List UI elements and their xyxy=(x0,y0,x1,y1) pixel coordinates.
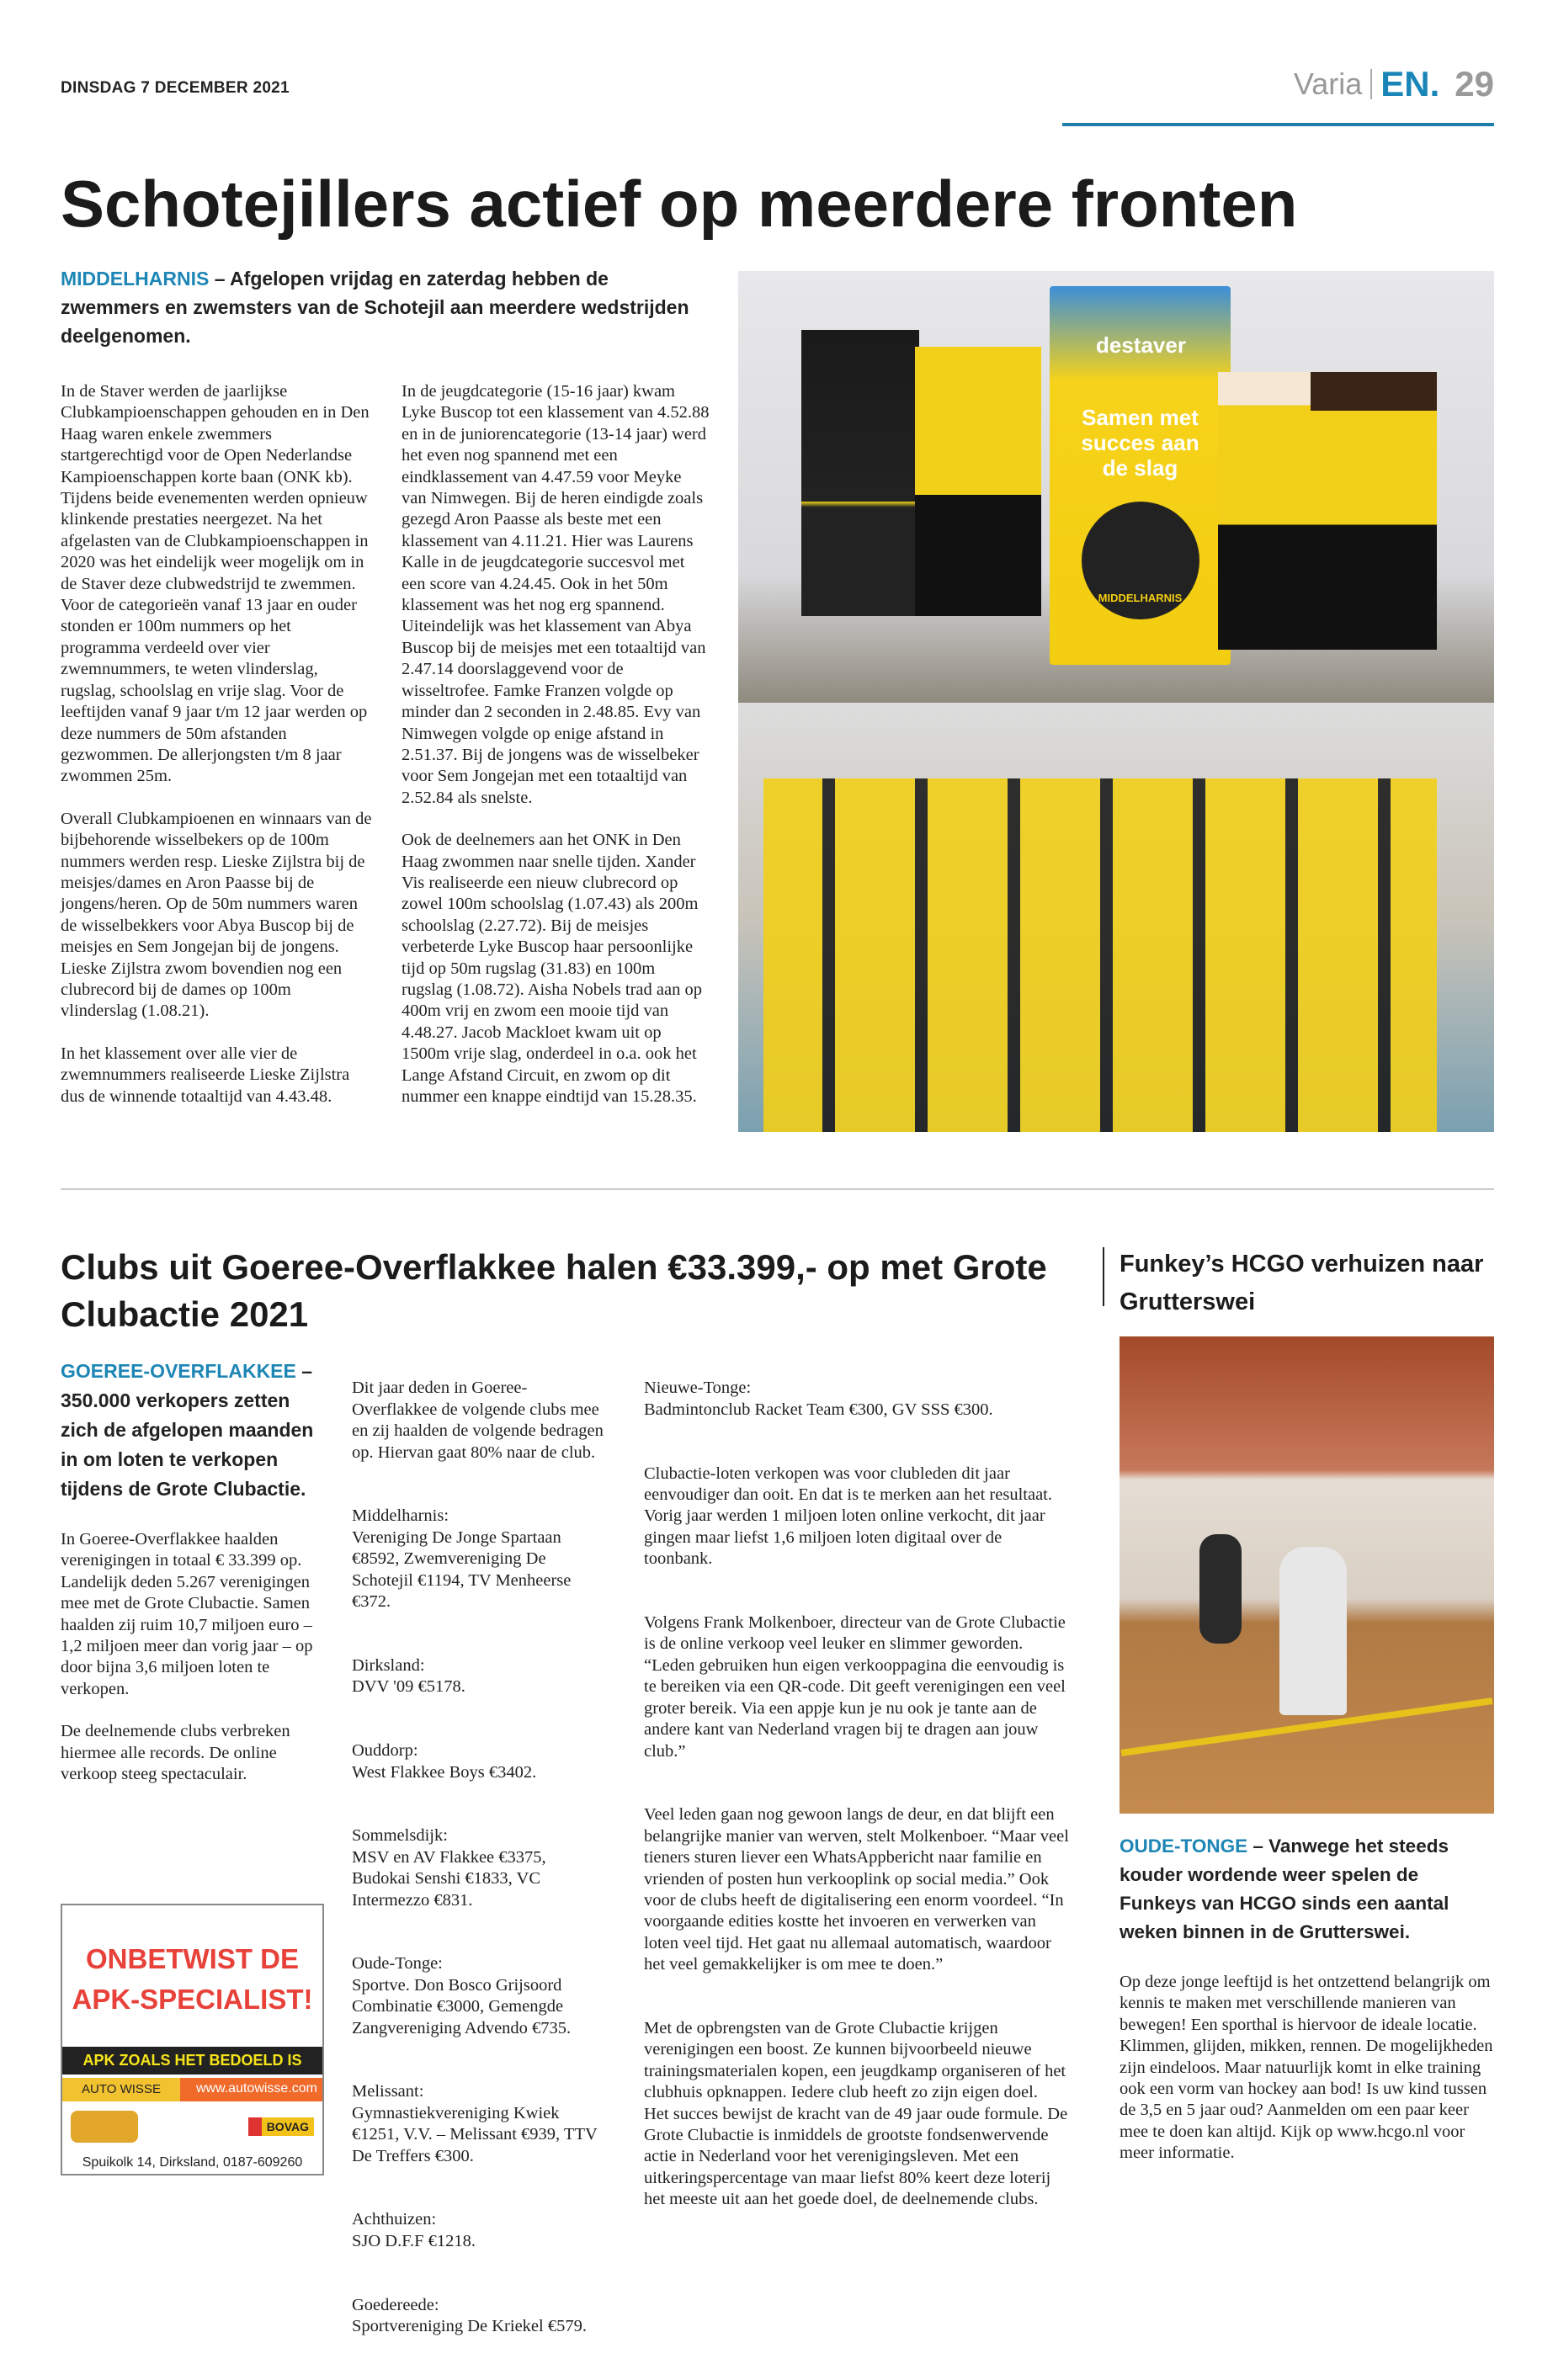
paragraph: In het klassement over alle vier de zwemnummers realiseerde Lieske Zijlstra dus de winnende totaaltijd van 4.43.48. xyxy=(61,1044,350,1106)
article1-headline: Schotejillers actief op meerdere fronten xyxy=(61,167,1298,241)
paragraph: Oude-Tonge: Sportve. Don Bosco Grijsoord Combinatie €3000, Gemengde Zangvereniging Advendo €735. xyxy=(352,1954,572,2037)
child xyxy=(1279,1547,1347,1715)
paragraph: Melissant: Gymnastiekvereniging Kwiek €1251, V.V. – Melissant €939, TTV De Treffers €300. xyxy=(352,2082,598,2165)
article2-headline: Clubs uit Goeree-Overflakkee halen €33.399,- op met Grote Clubactie 2021 xyxy=(61,1247,1047,1334)
ad-headline-line2: APK-SPECIALIST! xyxy=(72,1984,313,2015)
article1-col1 xyxy=(61,381,372,1129)
paragraph: Overall Clubkampioenen en winnaars van de bijbehorende wisselbekers op de 100m nummers werden resp. Lieske Zijlstra bij de meisjes/dames en Aron Paasse bij de jongens/heren. Op de 50m nummers waren de wisselbekkers voor Abya Buscop bij de meisjes en Sem Jongejan bij de jongens. Lieske Zijlstra zwom bovendien nog een clubrecord bij de dames op 100m vlinderslag (1.08.21). xyxy=(61,809,372,1021)
article2-lead-text: – 350.000 verkopers zetten zich de afgelopen maanden in om loten te verkopen tijdens de Grote Clubactie. xyxy=(61,1360,314,1500)
article3-headline: Funkey’s HCGO verhuizen naar Grutterswei xyxy=(1120,1251,1484,1315)
article3-sidebar xyxy=(1120,1246,1497,2186)
article1-lead xyxy=(61,264,709,350)
paragraph: In Goeree-Overflakkee haalden verenigingen in totaal € 33.399 op. Landelijk deden 5.267 verenigingen mee met de Grote Clubactie. Samen haalden zij ruim 10,7 miljoen euro – 1,2 miljoen meer dan vorig jaar – op door bijna 3,6 miljoen loten te verkopen. xyxy=(61,1530,313,1698)
ad-address: Spuikolk 14, Dirksland, 0187-609260 xyxy=(82,2155,303,2170)
article2-colB xyxy=(352,1357,609,2380)
banner-slogan: Samen met succes aan de slag xyxy=(1081,405,1199,481)
section-divider xyxy=(61,1188,1494,1190)
article1-kicker: MIDDELHARNIS xyxy=(61,268,210,290)
swimmer xyxy=(801,330,919,616)
sponsor-banner xyxy=(1050,286,1231,665)
ad-tagline: APK ZOALS HET BEDOELD IS xyxy=(62,2047,322,2075)
page-number: 29 xyxy=(1455,64,1494,104)
paragraph: Middelharnis: Vereniging De Jonge Spartaan €8592, Zwemvereniging De Schotejil €1194, TV Menheerse €372. xyxy=(352,1506,572,1612)
separator xyxy=(1370,69,1372,99)
club-logo: MIDDELHARNIS xyxy=(1082,502,1199,619)
section-label: Varia xyxy=(1293,66,1363,101)
paragraph: Ouddorp: West Flakkee Boys €3402. xyxy=(352,1741,537,1782)
paragraph: Clubactie-loten verkopen was voor clubleden dit jaar eenvoudiger dan ooit. En dat is te merken aan het resultaat. Vorig jaar werden 1 miljoen loten online verkocht, dit jaar gingen maar liefst 1,6 miljoen loten digitaal over de toonbank. xyxy=(644,1464,1052,1569)
page-header-brand xyxy=(1294,64,1494,104)
header-rule xyxy=(1062,123,1494,126)
bovag-badge: BOVAG xyxy=(248,2117,314,2136)
paragraph: Op deze jonge leeftijd is het ontzettend belangrijk om kennis te maken met verschillende manieren van bewegen! Een sporthal is hiervoor de ideale locatie. Klimmen, glijden, mikken, rennen. De mogelijkheden zijn eindeloos. Maar natuurlijk komt in elke training ook een vorm van hockey aan bod! Is uw kind tussen de 3,5 en 5 jaar oud? Aanmelden om een paar keer mee te doen kan altijd. Kijk op www.hcgo.nl voor meer informatie. xyxy=(1120,1973,1493,2163)
ad-headline xyxy=(62,1939,322,2020)
swimmer xyxy=(1311,372,1437,650)
jeep-icon xyxy=(71,2111,138,2143)
article3-lead-text: – Vanwege het steeds kouder wordende weer spelen de Funkeys van HCGO sinds een aantal weken binnen in de Grutterswei. xyxy=(1120,1835,1449,1942)
swimmers-photo-top xyxy=(738,271,1494,703)
paragraph: Ook de deelnemers aan het ONK in Den Haag zwommen naar snelle tijden. Xander Vis realiseerde een nieuw clubrecord op zowel 100m schoolslag (1.07.43) als 200m schoolslag (2.27.72). Bij de meisjes verbeterde Lyke Buscop haar persoonlijke tijd op 50m rugslag (31.83) en 100m rugslag (1.08.72). Aisha Nobels trad aan op 400m vrij en zwom een mooie tijd van 4.48.27. Jacob Mackloet kwam uit op 1500m vrije slag, onderdeel in o.a. ook het Lange Afstand Circuit, en zwom op dit nummer een knappe eindtijd van 15.28.35. xyxy=(402,831,702,1106)
paragraph: In de jeugdcategorie (15-16 jaar) kwam Lyke Buscop tot een klassement van 4.52.88 en in de juniorencategorie (13-14 jaar) werd het even nog spannend met een eindklassement van 4.47.59 voor Meyke van Nimwegen. Bij de heren eindigde zoals gezegd Aron Paasse als beste met een klassement van 4.11.21. Hier was Laurens Kalle in de jeugdcategorie succesvol met een score van 4.24.45. Ook in het 50m klassement was het nog erg spannend. Uiteindelijk was het klassement van Abya Buscop bij de meisjes met een totaaltijd van 2.47.14 doorslaggevend voor de wisseltrofee. Famke Franzen volgde op minder dan 2 seconden in 2.48.85. Evy van Nimwegen volgde op enige afstand in 2.51.37. Bij de jongens was de wisselbeker voor Sem Jongejan met een totaaltijd van 2.52.84 als snelste. xyxy=(402,382,710,807)
paragraph: De deelnemende clubs verbreken hiermee alle records. De online verkoop steeg spectaculair. xyxy=(61,1722,290,1784)
article1-col2 xyxy=(402,381,710,1129)
article2-colA xyxy=(61,1529,326,1785)
paragraph: Met de opbrengsten van de Grote Clubactie krijgen verenigingen een boost. Ze kunnen bijvoorbeeld nieuwe trainingsmaterialen kopen, een jeugdkamp organiseren of het clubhuis opknappen. Iedere club heeft zo zijn eigen doel. Het succes bewijst de kracht van de 49 jaar oude formule. De Grote Clubactie is inmiddels de grootste fondsenwervende actie in Nederland voor het verenigingsleven. Met een uitkeringspercentage van maar liefst 80% keert deze loterij het meeste uit aan het goede doel, de deelnemende clubs. xyxy=(644,2018,1068,2209)
brand-logo: EN. xyxy=(1380,64,1440,104)
article3-kicker: OUDE-TONGE xyxy=(1120,1835,1248,1857)
paragraph: Achthuizen: SJO D.F.F €1218. xyxy=(352,2210,476,2250)
article3-lead xyxy=(1120,1832,1497,1947)
issue-date: DINSDAG 7 DECEMBER 2021 xyxy=(61,79,290,97)
hockey-training-photo xyxy=(1120,1336,1494,1814)
paragraph: Nieuwe-Tonge: Badmintonclub Racket Team €300, GV SSS €300. xyxy=(644,1379,993,1419)
auto-wisse-advertisement[interactable] xyxy=(61,1904,324,2175)
article3-body xyxy=(1120,1972,1497,2165)
group-of-children xyxy=(763,778,1437,1132)
ad-website[interactable]: www.autowisse.com xyxy=(180,2078,322,2101)
swimmers-photo-bottom xyxy=(738,703,1494,1132)
article2-colC xyxy=(644,1357,1073,2253)
paragraph: Goedereede: Sportvereniging De Kriekel €579. xyxy=(352,2295,587,2336)
paragraph: Dirksland: DVV '09 €5178. xyxy=(352,1655,465,1697)
paragraph: In de Staver werden de jaarlijkse Clubkampioenschappen gehouden en in Den Haag waren enkele zwemmers startgerechtigd voor de Open Nederlandse Kampioenschappen korte baan (ONK kb). Tijdens beide evenementen werden opnieuw klinkende prestaties neergezet. Na het afgelasten van de Clubkampioenschappen in 2020 was het eindelijk weer mogelijk om in de Staver deze clubwedstrijd te zwemmen. Voor de categorieën vanaf 13 jaar en ouder stonden er 100m nummers op het programma verdeeld over vier zwemnummers, te weten vlinderslag, rugslag, schoolslag en vrije slag. Voor de leeftijden vanaf 9 jaar t/m 12 jaar werden op deze nummers de 50m afstanden gezwommen. De allerjongsten t/m 8 jaar zwommen 25m. xyxy=(61,382,370,786)
paragraph: Volgens Frank Molkenboer, directeur van de Grote Clubactie is de online verkoop veel leuker en slimmer geworden. “Leden gebruiken hun eigen verkooppagina die eenvoudig is te bereiken via een QR-code. Dit geeft verenigingen een veel groter bereik. Via een appje kun je nu ook je tante aan de andere kant van Nederland vragen bij te dragen aan jouw club.” xyxy=(644,1613,1066,1761)
ad-headline-line1: ONBETWIST DE xyxy=(86,1943,299,1974)
paragraph: Dit jaar deden in Goeree-Overflakkee de volgende clubs mee en zij haalden de volgende bedragen op. Hiervan gaat 80% naar de club. xyxy=(352,1379,604,1462)
child xyxy=(1199,1534,1242,1644)
article2-left-column xyxy=(61,1357,330,1806)
banner-sponsor: destaver xyxy=(1096,332,1186,358)
paragraph: Sommelsdijk: MSV en AV Flakkee €3375, Budokai Senshi €1833, VC Intermezzo €831. xyxy=(352,1826,546,1910)
article2-kicker: GOEREE-OVERFLAKKEE xyxy=(61,1360,296,1382)
swimmer xyxy=(915,347,1041,616)
article1-lead-text: – Afgelopen vrijdag en zaterdag hebben de zwemmers en zwemsters van de Schotejil aan meerdere wedstrijden deelgenomen. xyxy=(61,268,689,347)
ad-company: AUTO WISSE xyxy=(62,2078,180,2101)
paragraph: Veel leden gaan nog gewoon langs de deur, en dat blijft een belangrijke manier van werven, stelt Molkenboer. “Maar veel tieners sturen liever een WhatsAppbericht naar familie en vrienden of posten hun verkooplink op social media.” Ook voor de clubs heeft de digitalisering een enorm voordeel. “In voorgaande edities kostte het invoeren en verwerken van loten veel tijd. Het gaat nu allemaal automatisch, waardoor het veel gemakkelijker is om mee te doen.” xyxy=(644,1805,1069,1974)
sidebar-rule xyxy=(1103,1247,1104,1306)
article2-lead xyxy=(61,1357,330,1504)
